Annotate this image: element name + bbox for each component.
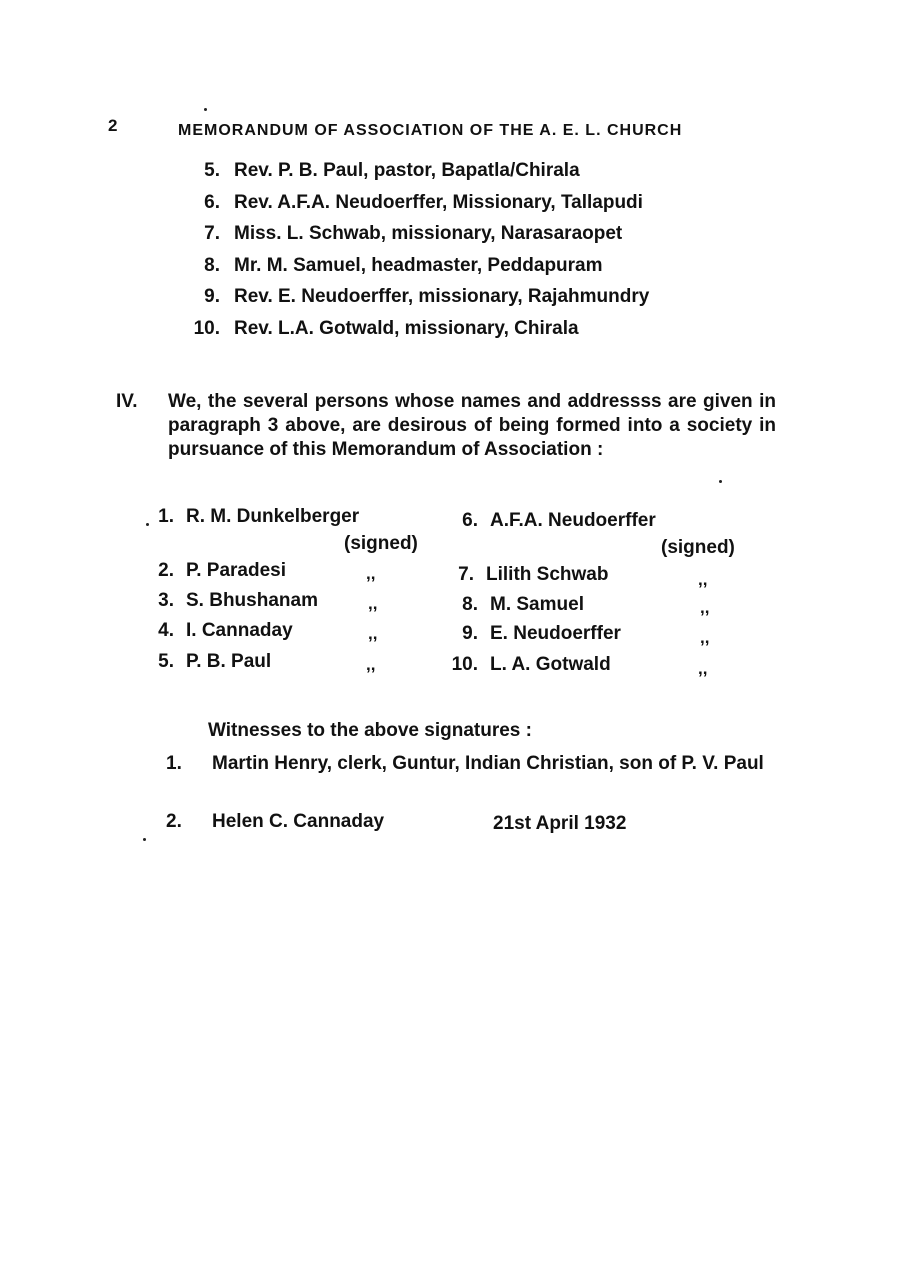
signatory-number: 5.: [158, 651, 174, 672]
member-number: 9.: [204, 286, 220, 307]
signatory-name: P. Paradesi: [186, 560, 287, 581]
signatory-number: 10.: [451, 654, 478, 675]
signatory-name: R. M. Dunkelberger: [186, 506, 360, 527]
page-header: MEMORANDUM OF ASSOCIATION OF THE A. E. L. CHURCH: [178, 122, 683, 139]
page-number: 2: [108, 116, 118, 135]
signatory-name: Lilith Schwab: [486, 564, 609, 585]
signatory-right-10: [444, 654, 611, 676]
member-row: [166, 255, 726, 287]
member-number: 6.: [204, 191, 220, 213]
ditto-mark: ,,: [700, 628, 710, 647]
member-row: [166, 318, 726, 350]
signatory-left-2: [140, 560, 286, 582]
signatory-number: 6.: [462, 510, 478, 531]
signatory-number: 3.: [158, 590, 174, 611]
member-text: Rev. L.A. Gotwald, missionary, Chirala: [234, 317, 579, 339]
witness-text: Helen C. Cannaday: [212, 811, 385, 832]
witness-number: 2.: [166, 811, 182, 832]
member-text: Rev. E. Neudoerffer, missionary, Rajahmundry: [234, 286, 650, 307]
signatory-number: 8.: [462, 594, 478, 615]
ditto-mark: ,,: [698, 659, 708, 678]
signatory-name: P. B. Paul: [186, 651, 272, 672]
signatory-name: L. A. Gotwald: [490, 654, 611, 675]
signatory-left-3: [140, 590, 318, 612]
signatory-number: 4.: [158, 620, 174, 641]
member-row: [166, 223, 726, 255]
signatory-number: 1.: [158, 506, 174, 527]
scan-speck: [719, 480, 722, 483]
signatory-name: A.F.A. Neudoerffer: [490, 510, 656, 531]
witness-1: [166, 752, 770, 802]
member-number: 7.: [204, 223, 220, 244]
document-date: 21st April 1932: [493, 813, 627, 834]
ditto-mark: ,,: [366, 564, 376, 583]
signatory-number: 7.: [458, 564, 474, 585]
witnesses-heading: Witnesses to the above signatures :: [208, 720, 532, 741]
scan-speck: [204, 108, 207, 111]
member-row: [166, 192, 726, 224]
ditto-mark: ,,: [368, 594, 378, 613]
signatory-left-5: [140, 651, 271, 673]
witness-number: 1.: [166, 753, 182, 774]
ditto-mark: ,,: [700, 598, 710, 617]
signatory-right-7: [440, 564, 608, 586]
scan-speck: [146, 523, 149, 526]
ditto-mark: ,,: [366, 655, 376, 674]
scan-speck: [143, 838, 146, 841]
witness-2: [166, 810, 466, 836]
signatory-name: S. Bhushanam: [186, 590, 318, 611]
signatory-right-8: [444, 594, 584, 616]
member-list: [166, 160, 726, 349]
member-row: [166, 286, 726, 318]
section-numeral: IV.: [116, 391, 138, 412]
ditto-mark: ,,: [698, 570, 708, 589]
member-text: Rev. A.F.A. Neudoerffer, Missionary, Tallapudi: [234, 191, 643, 213]
signed-mark-left: (signed): [344, 533, 418, 554]
member-text: Mr. M. Samuel, headmaster, Peddapuram: [234, 254, 603, 276]
signatory-left-4: [140, 620, 293, 642]
member-number: 5.: [204, 160, 220, 181]
member-row: [166, 160, 726, 192]
witness-text: Martin Henry, clerk, Guntur, Indian Christian, son of P. V. Paul: [212, 753, 764, 774]
signatory-right-6: [444, 510, 656, 532]
member-number: 10.: [193, 317, 220, 339]
signatory-left-1: [140, 506, 359, 528]
signatory-number: 9.: [462, 623, 478, 644]
signatory-name: I. Cannaday: [186, 620, 293, 641]
member-text: Miss. L. Schwab, missionary, Narasaraopet: [234, 223, 623, 244]
ditto-mark: ,,: [368, 624, 378, 643]
signatory-right-9: [444, 623, 621, 645]
member-number: 8.: [204, 254, 220, 276]
signatory-name: M. Samuel: [490, 594, 584, 615]
section-text: We, the several persons whose names and addressss are given in paragraph 3 above, are desirous of being formed into a society in pursuance of this Memorandum of Association :: [168, 391, 776, 460]
member-text: Rev. P. B. Paul, pastor, Bapatla/Chirala: [234, 160, 580, 181]
signatory-number: 2.: [158, 560, 174, 581]
signatory-name: E. Neudoerffer: [490, 623, 621, 644]
signed-mark-right: (signed): [661, 537, 735, 558]
